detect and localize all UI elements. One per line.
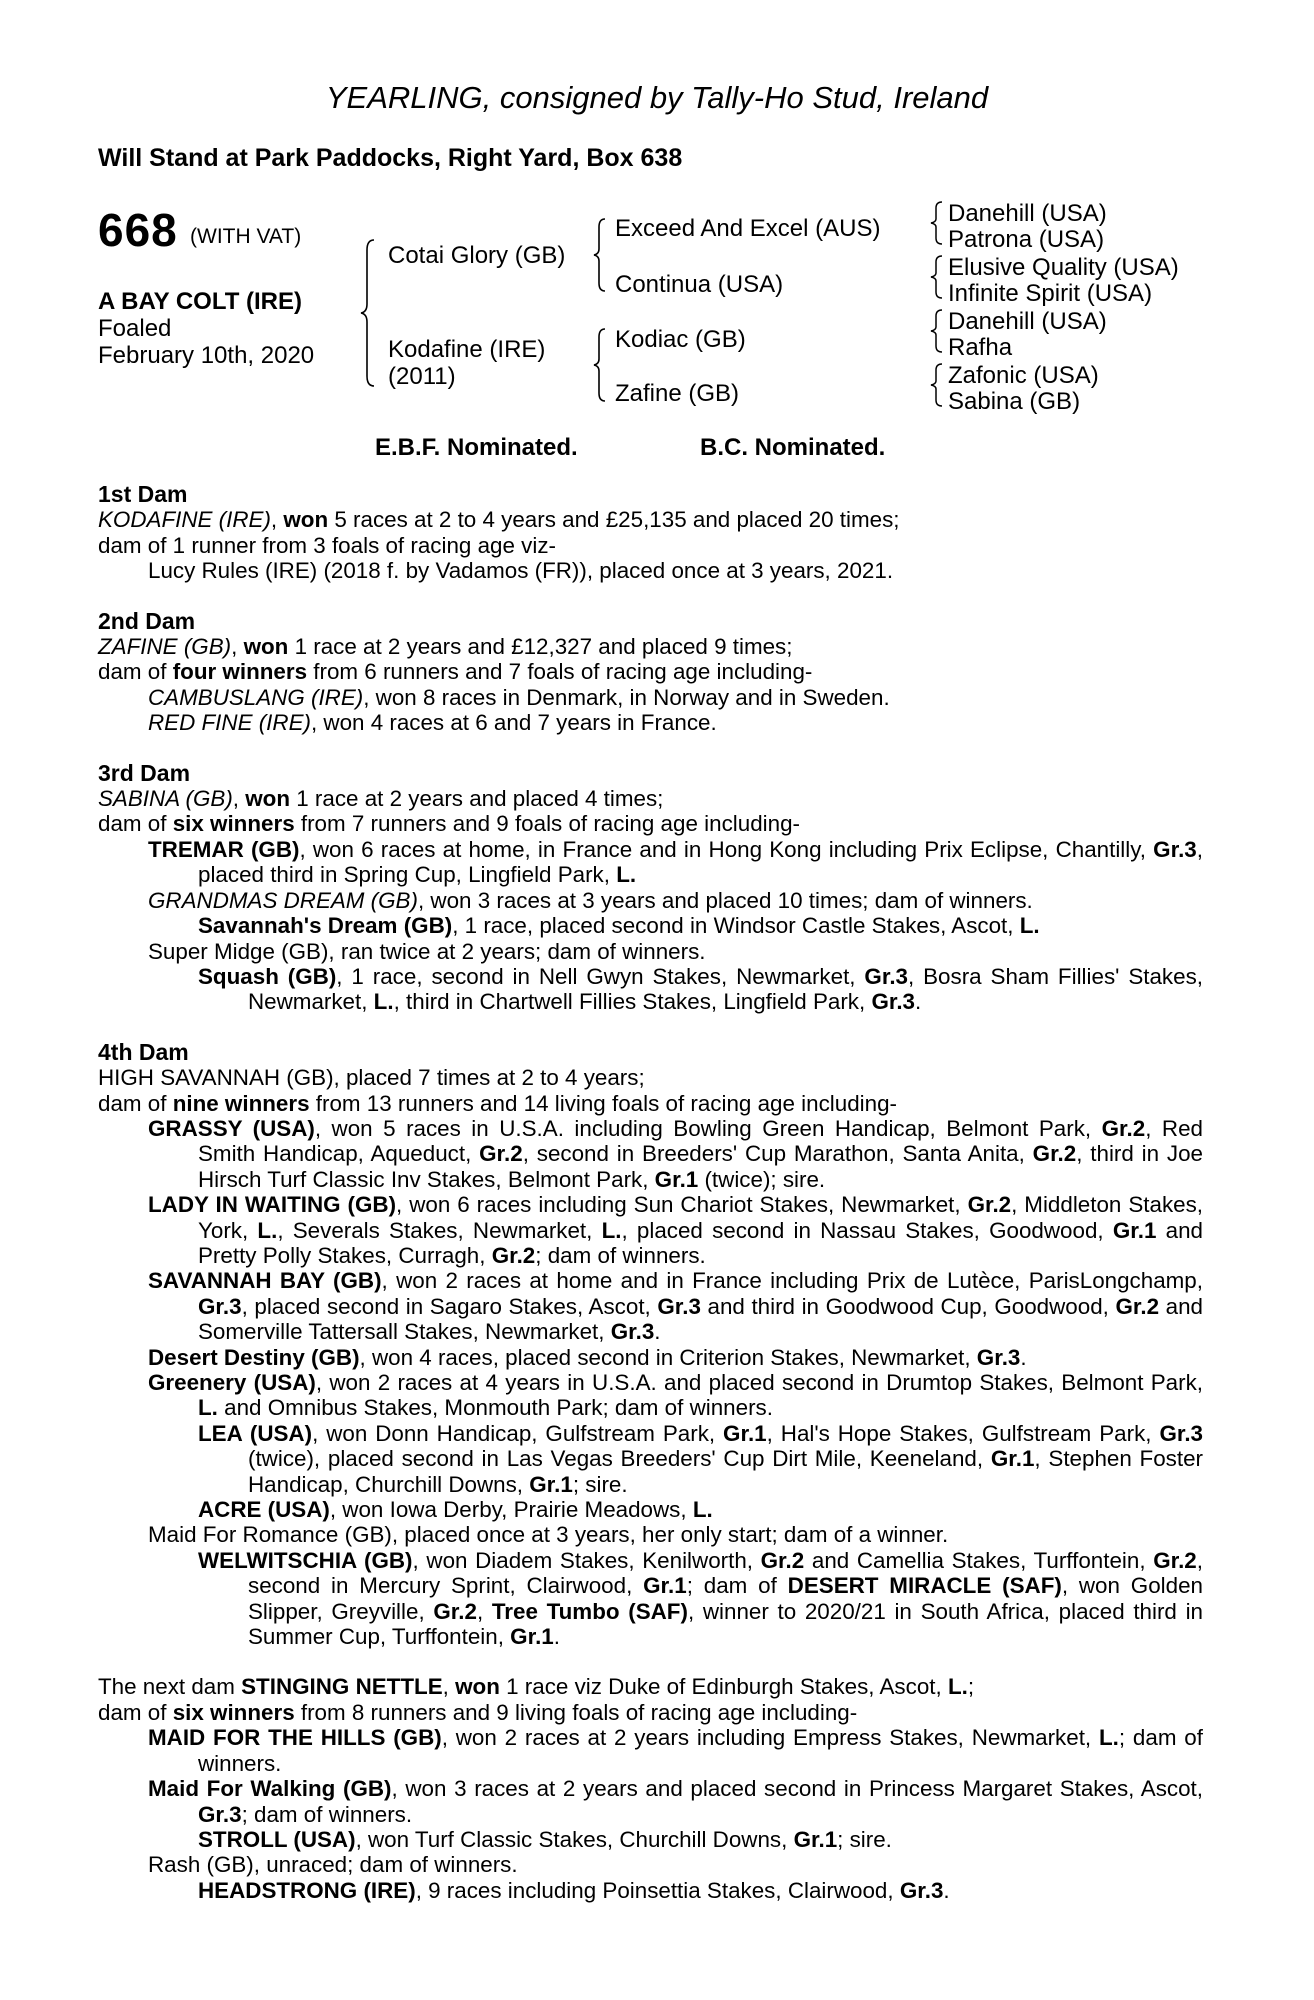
pedigree-g3-3: Elusive Quality (USA): [948, 254, 1179, 281]
first-dam-produce: dam of 1 runner from 3 foals of racing age viz-: [98, 532, 556, 558]
first-dam-heading: 1st Dam: [98, 481, 188, 507]
next-dam-produce: dam of six winners from 8 runners and 9 living foals of racing age including-: [98, 1699, 858, 1725]
fourth-dam-record: HIGH SAVANNAH (GB), placed 7 times at 2 to 4 years;: [98, 1065, 645, 1091]
pedigree-bracket: [593, 217, 607, 293]
second-dam-produce: dam of four winners from 6 runners and 7 foals of racing age including-: [98, 659, 813, 685]
pedigree-g3-7: Zafonic (USA): [948, 362, 1099, 389]
pedigree-g3-2: Patrona (USA): [948, 226, 1105, 253]
third-dam-foal: TREMAR (GB), won 6 races at home, in France and in Hong Kong including Prix Eclipse, Chantilly, Gr.3, placed third in Spring Cup, Lingfield Park, L.: [148, 836, 1203, 888]
pedigree-bracket: [930, 254, 944, 300]
pedigree-bracket: [360, 238, 376, 388]
bc-nomination: B.C. Nominated.: [700, 434, 886, 461]
page-title: YEARLING, consigned by Tally-Ho Stud, Ireland: [325, 80, 989, 115]
fourth-dam-foal: Greenery (USA), won 2 races at 4 years in U.S.A. and placed second in Drumtop Stakes, Belmont Park, L. and Omnibus Stakes, Monmouth Park; dam of winners.: [148, 1370, 1203, 1421]
pedigree-g3-4: Infinite Spirit (USA): [948, 280, 1153, 307]
pedigree-dam-dam: Zafine (GB): [615, 380, 740, 407]
pedigree-g3-1: Danehill (USA): [948, 200, 1107, 227]
pedigree-dam: Kodafine (IRE): [388, 336, 546, 363]
pedigree-bracket: [930, 362, 944, 408]
next-dam-grandfoal: HEADSTRONG (IRE), 9 races including Poinsettia Stakes, Clairwood, Gr.3.: [198, 1877, 950, 1903]
lot-number: 668: [98, 204, 178, 256]
third-dam-produce: dam of six winners from 7 runners and 9 foals of racing age including-: [98, 811, 800, 837]
third-dam-grandfoal: Squash (GB), 1 race, second in Nell Gwyn Stakes, Newmarket, Gr.3, Bosra Sham Fillies' Stakes, Newmarket, L., third in Chartwell Fillies Stakes, Lingfield Park, Gr.3.: [198, 963, 1203, 1015]
pedigree-dam-sire: Kodiac (GB): [615, 326, 746, 353]
second-dam-heading: 2nd Dam: [98, 607, 196, 634]
next-dam-record: The next dam STINGING NETTLE, won 1 race viz Duke of Edinburgh Stakes, Ascot, L.;: [98, 1674, 975, 1700]
pedigree-sire-dam: Continua (USA): [615, 271, 784, 298]
foaled-label: Foaled: [98, 315, 172, 342]
family-details: [98, 482, 1203, 1903]
pedigree-dam-year: (2011): [388, 363, 456, 390]
ebf-nomination: E.B.F. Nominated.: [375, 434, 578, 461]
pedigree-bracket: [930, 308, 944, 354]
pedigree-sire: Cotai Glory (GB): [388, 242, 566, 269]
fourth-dam-foal: Maid For Romance (GB), placed once at 3 years, her only start; dam of a winner.: [148, 1522, 949, 1548]
fourth-dam-foal: LADY IN WAITING (GB), won 6 races including Sun Chariot Stakes, Newmarket, Gr.2, Middleton Stakes, York, L., Severals Stakes, Newmarket, L., placed second in Nassau Stakes, Goodwood, Gr.1 and Pretty Polly Stakes, Curragh, Gr.2; dam of winners.: [148, 1192, 1204, 1268]
next-dam-foal: MAID FOR THE HILLS (GB), won 2 races at 2 years including Empress Stakes, Newmarket, L.; dam of winners.: [148, 1725, 1203, 1776]
next-dam-foal: Rash (GB), unraced; dam of winners.: [148, 1852, 518, 1878]
third-dam-record: SABINA (GB), won 1 race at 2 years and placed 4 times;: [98, 786, 664, 812]
pedigree-sire-sire: Exceed And Excel (AUS): [615, 215, 881, 242]
second-dam-foal: RED FINE (IRE), won 4 races at 6 and 7 years in France.: [148, 710, 717, 736]
pedigree-g3-5: Danehill (USA): [948, 308, 1107, 335]
third-dam-foal: Super Midge (GB), ran twice at 2 years; dam of winners.: [148, 938, 706, 964]
fourth-dam-foal: GRASSY (USA), won 5 races in U.S.A. including Bowling Green Handicap, Belmont Park, Gr.2, Red Smith Handicap, Aqueduct, Gr.2, second in Breeders' Cup Marathon, Santa Anita, Gr.2, third in Joe Hirsch Turf Classic Inv Stakes, Belmont Park, Gr.1 (twice); sire.: [148, 1115, 1203, 1192]
third-dam-grandfoal: Savannah's Dream (GB), 1 race, placed second in Windsor Castle Stakes, Ascot, L.: [198, 913, 1040, 939]
fourth-dam-foal: SAVANNAH BAY (GB), won 2 races at home and in France including Prix de Lutèce, ParisLongchamp, Gr.3, placed second in Sagaro Stakes, Ascot, Gr.3 and third in Goodwood Cup, Goodwood, Gr.2 and Somerville Tattersall Stakes, Newmarket, Gr.3.: [148, 1268, 1203, 1345]
pedigree-g3-6: Rafha: [948, 334, 1013, 361]
pedigree-table: [0, 195, 1314, 445]
third-dam-foal: GRANDMAS DREAM (GB), won 3 races at 3 years and placed 10 times; dam of winners.: [148, 887, 1033, 913]
fourth-dam-heading: 4th Dam: [98, 1038, 189, 1065]
fourth-dam-produce: dam of nine winners from 13 runners and 14 living foals of racing age including-: [98, 1090, 898, 1116]
first-dam-foal: Lucy Rules (IRE) (2018 f. by Vadamos (FR)), placed once at 3 years, 2021.: [148, 558, 894, 584]
fourth-dam-grandfoal: WELWITSCHIA (GB), won Diadem Stakes, Kenilworth, Gr.2 and Camellia Stakes, Turffontein, Gr.2, second in Mercury Sprint, Clairwood, Gr.1; dam of DESERT MIRACLE (SAF), won Golden Slipper, Greyville, Gr.2, Tree Tumbo (SAF), winner to 2020/21 in South Africa, placed third in Summer Cup, Turffontein, Gr.1.: [198, 1547, 1203, 1650]
lot-description: A BAY COLT (IRE): [98, 288, 303, 315]
third-dam-heading: 3rd Dam: [98, 759, 191, 786]
pedigree-g3-8: Sabina (GB): [948, 388, 1081, 415]
pedigree-bracket: [930, 200, 944, 246]
second-dam-foal: CAMBUSLANG (IRE), won 8 races in Denmark, in Norway and in Sweden.: [148, 684, 890, 710]
fourth-dam-foal: Desert Destiny (GB), won 4 races, placed second in Criterion Stakes, Newmarket, Gr.3.: [148, 1344, 1027, 1370]
stand-location: Will Stand at Park Paddocks, Right Yard, Box 638: [98, 144, 683, 172]
foaled-date: February 10th, 2020: [98, 342, 315, 369]
vat-note: (WITH VAT): [190, 225, 302, 248]
second-dam-record: ZAFINE (GB), won 1 race at 2 years and £12,327 and placed 9 times;: [98, 634, 793, 660]
first-dam-record: KODAFINE (IRE), won 5 races at 2 to 4 years and £25,135 and placed 20 times;: [98, 507, 900, 533]
pedigree-bracket: [593, 327, 607, 403]
fourth-dam-grandfoal: LEA (USA), won Donn Handicap, Gulfstream Park, Gr.1, Hal's Hope Stakes, Gulfstream Park, Gr.3 (twice), placed second in Las Vegas Breeders' Cup Dirt Mile, Keeneland, Gr.1, Stephen Foster Handicap, Churchill Downs, Gr.1; sire.: [198, 1420, 1204, 1497]
next-dam-foal: Maid For Walking (GB), won 3 races at 2 years and placed second in Princess Margaret Stakes, Ascot, Gr.3; dam of winners.: [148, 1776, 1204, 1827]
next-dam-grandfoal: STROLL (USA), won Turf Classic Stakes, Churchill Downs, Gr.1; sire.: [198, 1826, 892, 1852]
fourth-dam-grandfoal: ACRE (USA), won Iowa Derby, Prairie Meadows, L.: [198, 1497, 713, 1523]
